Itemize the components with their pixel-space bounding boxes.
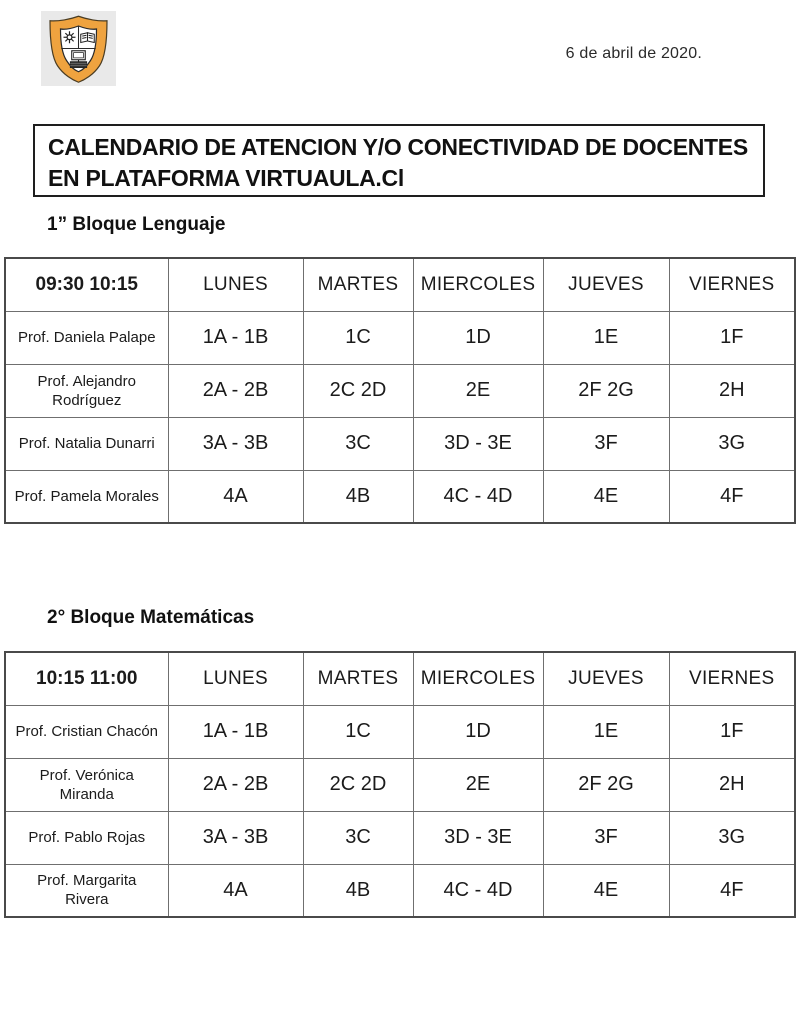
- day-header-cell: VIERNES: [669, 258, 795, 311]
- schedule-cell: 2E: [413, 758, 543, 811]
- schedule-cell: 3C: [303, 811, 413, 864]
- schedule-cell: 3A - 3B: [168, 811, 303, 864]
- time-header-cell: 09:30 10:15: [5, 258, 168, 311]
- day-header-cell: MIERCOLES: [413, 258, 543, 311]
- professor-name-cell: Prof. Verónica Miranda: [5, 758, 168, 811]
- schedule-cell: 2C 2D: [303, 758, 413, 811]
- lenguaje-schedule-table: [4, 257, 796, 524]
- schedule-cell: 3A - 3B: [168, 417, 303, 470]
- schedule-cell: 1C: [303, 311, 413, 364]
- schedule-cell: 3D - 3E: [413, 417, 543, 470]
- day-header-cell: VIERNES: [669, 652, 795, 705]
- day-header-cell: MIERCOLES: [413, 652, 543, 705]
- table-row: [5, 705, 795, 758]
- schedule-cell: 1C: [303, 705, 413, 758]
- schedule-cell: 4F: [669, 864, 795, 917]
- matematicas-schedule-table: [4, 651, 796, 918]
- title-box: [33, 124, 765, 197]
- schedule-cell: 2C 2D: [303, 364, 413, 417]
- day-header-cell: MARTES: [303, 652, 413, 705]
- schedule-cell: 4C - 4D: [413, 864, 543, 917]
- table-row: [5, 864, 795, 917]
- schedule-cell: 1F: [669, 311, 795, 364]
- document-title: CALENDARIO DE ATENCION Y/O CONECTIVIDAD DE DOCENTES EN PLATAFORMA VIRTUAULA.Cl: [48, 134, 748, 191]
- book-icon: [81, 33, 95, 43]
- table-row: [5, 758, 795, 811]
- schedule-cell: 4F: [669, 470, 795, 523]
- schedule-cell: 4A: [168, 864, 303, 917]
- day-header-cell: JUEVES: [543, 258, 669, 311]
- professor-name-cell: Prof. Pablo Rojas: [5, 811, 168, 864]
- schedule-cell: 1F: [669, 705, 795, 758]
- schedule-cell: 4A: [168, 470, 303, 523]
- day-header-cell: LUNES: [168, 652, 303, 705]
- day-header-cell: MARTES: [303, 258, 413, 311]
- table-row: [5, 364, 795, 417]
- professor-name-cell: Prof. Cristian Chacón: [5, 705, 168, 758]
- schedule-cell: 4E: [543, 470, 669, 523]
- schedule-cell: 1D: [413, 705, 543, 758]
- professor-name-cell: Prof. Natalia Dunarri: [5, 417, 168, 470]
- time-header-cell: 10:15 11:00: [5, 652, 168, 705]
- schedule-cell: 4E: [543, 864, 669, 917]
- professor-name-cell: Prof. Daniela Palape: [5, 311, 168, 364]
- schedule-cell: 1E: [543, 311, 669, 364]
- table-row: [5, 811, 795, 864]
- schedule-cell: 3F: [543, 811, 669, 864]
- schedule-cell: 4C - 4D: [413, 470, 543, 523]
- schedule-cell: 2A - 2B: [168, 758, 303, 811]
- schedule-cell: 2A - 2B: [168, 364, 303, 417]
- table-row: [5, 417, 795, 470]
- schedule-cell: 2H: [669, 364, 795, 417]
- professor-name-cell: Prof. Alejandro Rodríguez: [5, 364, 168, 417]
- schedule-cell: 2H: [669, 758, 795, 811]
- schedule-cell: 2F 2G: [543, 758, 669, 811]
- schedule-cell: 3G: [669, 417, 795, 470]
- table-header-row: [5, 258, 795, 311]
- school-crest-icon: [41, 10, 116, 87]
- professor-name-cell: Prof. Pamela Morales: [5, 470, 168, 523]
- schedule-cell: 1A - 1B: [168, 311, 303, 364]
- schedule-cell: 1A - 1B: [168, 705, 303, 758]
- day-header-cell: JUEVES: [543, 652, 669, 705]
- schedule-cell: 2F 2G: [543, 364, 669, 417]
- day-header-cell: LUNES: [168, 258, 303, 311]
- professor-name-cell: Prof. Margarita Rivera: [5, 864, 168, 917]
- school-logo: [41, 10, 116, 87]
- table-row: [5, 470, 795, 523]
- schedule-cell: 3F: [543, 417, 669, 470]
- schedule-cell: 3G: [669, 811, 795, 864]
- schedule-cell: 3C: [303, 417, 413, 470]
- schedule-cell: 2E: [413, 364, 543, 417]
- document-date: 6 de abril de 2020.: [565, 45, 702, 62]
- schedule-cell: 1D: [413, 311, 543, 364]
- table-header-row: [5, 652, 795, 705]
- section-heading-lenguaje: 1” Bloque Lenguaje: [47, 214, 226, 235]
- table-row: [5, 311, 795, 364]
- schedule-cell: 3D - 3E: [413, 811, 543, 864]
- schedule-cell: 4B: [303, 470, 413, 523]
- schedule-cell: 4B: [303, 864, 413, 917]
- computer-icon: [70, 51, 87, 68]
- schedule-cell: 1E: [543, 705, 669, 758]
- section-heading-matematicas: 2° Bloque Matemáticas: [47, 607, 255, 628]
